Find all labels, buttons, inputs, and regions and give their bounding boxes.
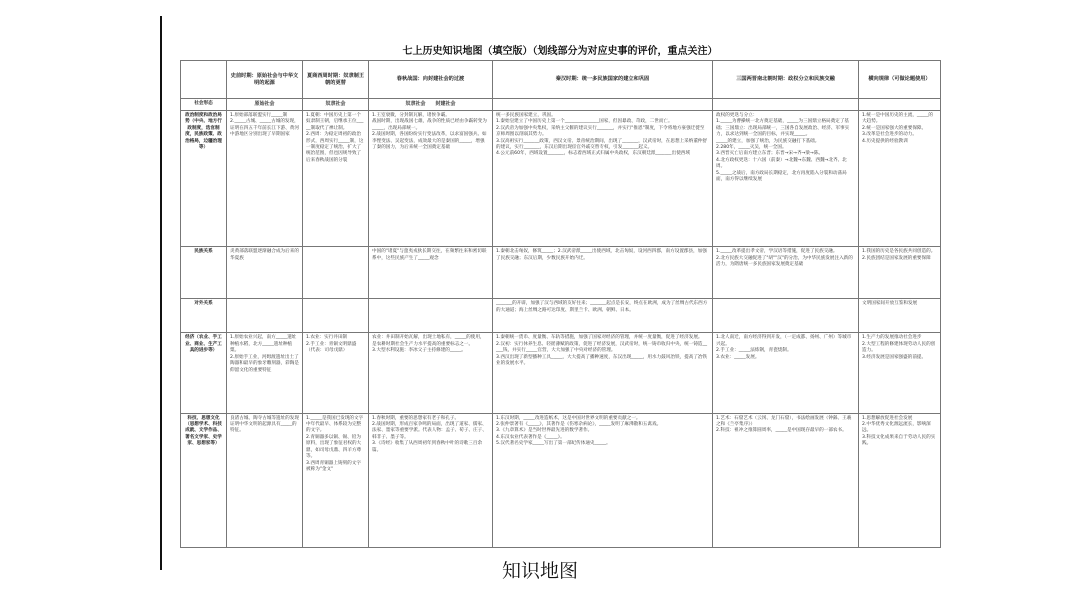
table-cell: 炎黄部落联盟逐渐融合成为后来的华夏族 xyxy=(227,247,303,299)
table-cell: 1.原始农业兴起，南方_____遗址种植水稻，北方_____遗址种植粟。 2.原始手工业，河姆渡遗址出土了陶器和最早的象牙雕刻器，彩陶是仰韶文化的重要特征 xyxy=(227,333,303,413)
table-cell xyxy=(713,99,859,111)
table-cell: 1.东汉时期，_____改进造纸术，这是中国对世界文明的重要贡献之一。 2.张仲景著有《_____》，其著作是《伤寒杂病论》，_____发明了麻沸散和五禽戏。 3.《九章算术》是当时世界最先进的数学著作。 4.东汉农业代表著作是《_____》。 5.汉代著名史学家_____写出了第一部纪传体通史_____。 xyxy=(493,413,713,547)
row-header: 科技、思想文化（思想学术、科技成就、文学作品、著名文学家、史学家、思想家等） xyxy=(181,413,227,547)
slide-caption: 知识地图 xyxy=(501,560,578,582)
table-cell: 1.王室衰微，分封制瓦解，诸侯争霸。 战国时期，出现战国七雄，战争的性质已经由争霸转变为_____，出现局部统一。 2.战国时期，各国纷纷实行变法改革，以求富国强兵。如李悝变法、吴起变法，成效最大的是秦国的_____，增强了秦的国力，为后来统一全国奠定基础 xyxy=(369,111,493,247)
table-cell: 中国的"诸夏"与蛮夷戎狄长期交往，在频繁往来和密切联系中，这些民族产生了_____观念 xyxy=(369,247,493,299)
table-cell: 1.春秋时期，重要的思想家有老子和孔子。 2.战国时期，形成百家争鸣的局面，出现了道家、儒家、法家、墨家等重要学派。代表人物：孟子、荀子、庄子、韩非子、墨子等。 3.《诗经》收集了从西周初年到春秋中叶的诗歌三百余篇。 xyxy=(369,413,493,547)
table-cell: 1.夏朝：中国历史上第一个奴隶制王朝，启继承王位_____制取代了禅让制。 2.西周：为稳定周初的政治形式，西周实行_____制，这一制度稳定了统治，扩大了统治范围，但也因规导致了后来春秋战国的分裂 xyxy=(303,111,369,247)
table-row xyxy=(181,333,941,413)
table-cell xyxy=(227,299,303,333)
row-header: 社会形态 xyxy=(181,99,227,111)
table-cell: 原始社会 xyxy=(227,99,303,111)
table-cell: 1.思想解放促进社会发展 2.中华优秀文化源远流长，影响深远。 3.科技文化成果来自于劳动人民的实践。 xyxy=(859,413,941,547)
table-cell xyxy=(713,299,859,333)
table-cell: 奴隶社会 xyxy=(303,99,369,111)
table-row xyxy=(181,111,941,247)
header-cell: 夏商西周时期：奴隶制王朝的更替 xyxy=(303,61,369,99)
knowledge-map-document xyxy=(180,38,940,548)
header-cell: 秦汉时期：统一多民族国家的建立和巩固 xyxy=(493,61,713,99)
table-cell: 文明国家间开放互鉴和发展 xyxy=(859,299,941,333)
table-row xyxy=(181,299,941,333)
document-title: 七上历史知识地图（填空版）（划线部分为对应史事的评价，重点关注） xyxy=(402,46,718,57)
table-cell xyxy=(303,247,369,299)
table-row xyxy=(181,413,941,547)
table-cell: 1.秦朝北击匈奴，修筑_____；2.汉武帝派_____出使西域，北击匈奴，设河西四郡，南方设置郡县，加强了民族交融；东汉后期，少数民族开始内迁。 xyxy=(493,247,713,299)
table-cell: 1.生产力的发展推动社会进步 2.大型工程的修建体现劳动人民的创造力。 3.经济发展是国家强盛的前提。 xyxy=(859,333,941,413)
table-cell: 农业：井田制开始瓦解，出现土地私有，_____的使用，是农耕时期社会生产力水平提高的重要标志之一。 3.大型水利设施：李冰父子主持修建的_____。 xyxy=(369,333,493,413)
table-cell: 良渚古城、陶寺古城等遗址的发现证明中华文明的起源具有_____的特征。 xyxy=(227,413,303,547)
row-header: 对外关系 xyxy=(181,299,227,333)
table-cell: 1._____是我国已发现的文字中年代最早、体系较为完整的文字。 2.青铜器多以铜、锡、铅为原料，出现了象征君权的大鼎，如司母戊鼎、四羊方尊等。 3.西周青铜器上铸刻的文字被称为"金文" xyxy=(303,413,369,547)
table-cell: 1.艺术：石窟艺术（云冈、龙门石窟），书法绘画发展（钟繇、王羲之和《兰亭集序》） 2.科技：祖冲之推算圆周率，_____是中国现存最早的一部农书。 xyxy=(713,413,859,547)
table-cell: 1.我国的历史是各民族共同创造的。 2.民族团结是国家发展的重要保障 xyxy=(859,247,941,299)
table-cell: 奴隶社会 封建社会 xyxy=(369,99,493,111)
header-cell: 三国两晋南北朝时期：政权分立和民族交融 xyxy=(713,61,859,99)
table-cell: _______的开辟，加强了汉与西域的友好往来；_______起点是长安，终点在欧洲，成为了丝绸古代东西方的大通道；海上丝绸之路可达印度、斯里兰卡、欧洲、朝鲜、日本。 xyxy=(493,299,713,333)
table-cell xyxy=(369,299,493,333)
table-cell: 统一多民族国家建立，巩固。 1.秦始皇建立了中国历史上第一个_______________国家，但因暴政、苛政，二世而亡。 2.汉武帝为加强中央集权，采纳主父偃的建议实行_______，并实行"推恩"制度，下令将地方豪强迁徙至京师周围以削弱其势力。 3.汉高祖实行_______政策，西汉文帝、景帝统治期间，出现了_______，汉武帝时，在思想上采纳董仲舒的建议，实行_______，东汉后期出现宦官外戚交替专权，引发_______起义。 4.公元前60年，西域设置_______，标志着西域正式归属中央政权，东汉朝廷派_______出使西域 xyxy=(493,111,713,247)
table-cell xyxy=(859,99,941,111)
header-cell: 春秋战国：向封建社会的过渡 xyxy=(369,61,493,99)
row-header: 民族关系 xyxy=(181,247,227,299)
table-cell xyxy=(493,99,713,111)
table-cell: 1._____改革提出孝文帝，学汉语等措施，促进了民族交融。 2.北方民族大交融促进了"胡""汉"的分治，为中华民族发展注入新的活力，为隋唐统一多民族国家发展奠定基础 xyxy=(713,247,859,299)
table-cell: 1.农业：实行井田制 2.手工业：青铜文明鼎盛（代表：司母戊鼎） xyxy=(303,333,369,413)
table-cell: 政权的更迭与分立： 1._____为曹操统一北方奠定基础，_____为三国鼎立格局奠定了基础；三国鼎立：出现局部统一，三国各自发展政治、经济、军事实力，以求达到统一全国的目标，并实现_____。 _____的建立，加强了统治，为民族交融打下基础。 2.280年，_____灭吴，统一全国。 3.西晋灭亡后南方建立东晋；东晋→宋→齐→梁→陈。 4.北方政权更迭：十六国（前秦）→北魏→东魏、西魏→北齐、北周。 5._____之战后，南方政局长期稳定，北方再度陷入分裂和动荡局面，南方得以继续发展 xyxy=(713,111,859,247)
table-header-row xyxy=(181,61,941,99)
table-cell xyxy=(303,299,369,333)
table-cell: 1.统一是中国历史的主流，_____的大趋势。 2.统一是国家强大的重要保障。 3.改革是社会进步的动力。 4.历史提供的经验教训 xyxy=(859,111,941,247)
row-header: 政治制度和政治局势（中央、地方行政制度，选官制度，民族政策、政治格局，边疆治理等） xyxy=(181,111,227,247)
table-row xyxy=(181,247,941,299)
row-header: 经济（农业、手工业、商业、生产工具的进步等） xyxy=(181,333,227,413)
table-cell: 1.秦朝统一货币、度量衡、车轨等措施，加强了国家对经济的管理，并统一度量衡，促进了经济发展。 2.汉初：实行休养生息、轻徭薄赋的政策，促进了经济发展，汉武帝时，统一铸币收归中央，统一铸造_____钱，并实行_____官营，大大加强了中央对经济的管理。 3.西汉出现了新型播种工具_____，大大提高了播种速度，东汉出现_____，用水力鼓风冶铁，提高了冶铁业的发展水平。 xyxy=(493,333,713,413)
header-cell: 史前时期：原始社会与中华文明的起源 xyxy=(227,61,303,99)
table-cell: 1.原始部落联盟实行_____制 2._____古城、_____古城的发现，证明在四五千年前长江下游、黄河中游地区分别出现了早期国家 xyxy=(227,111,303,247)
knowledge-map-table xyxy=(180,60,941,548)
left-divider-line xyxy=(160,16,162,570)
table-row xyxy=(181,99,941,111)
header-cell xyxy=(181,61,227,99)
header-cell: 横向规律（可做论题使用） xyxy=(859,61,941,99)
table-cell: 1.北人南迁，南方经济得到开发，（一定成都、扬州、广州）等城市兴起。 2.手工业：_____法炼钢，青瓷烧制。 3.农业：_____发展。 xyxy=(713,333,859,413)
